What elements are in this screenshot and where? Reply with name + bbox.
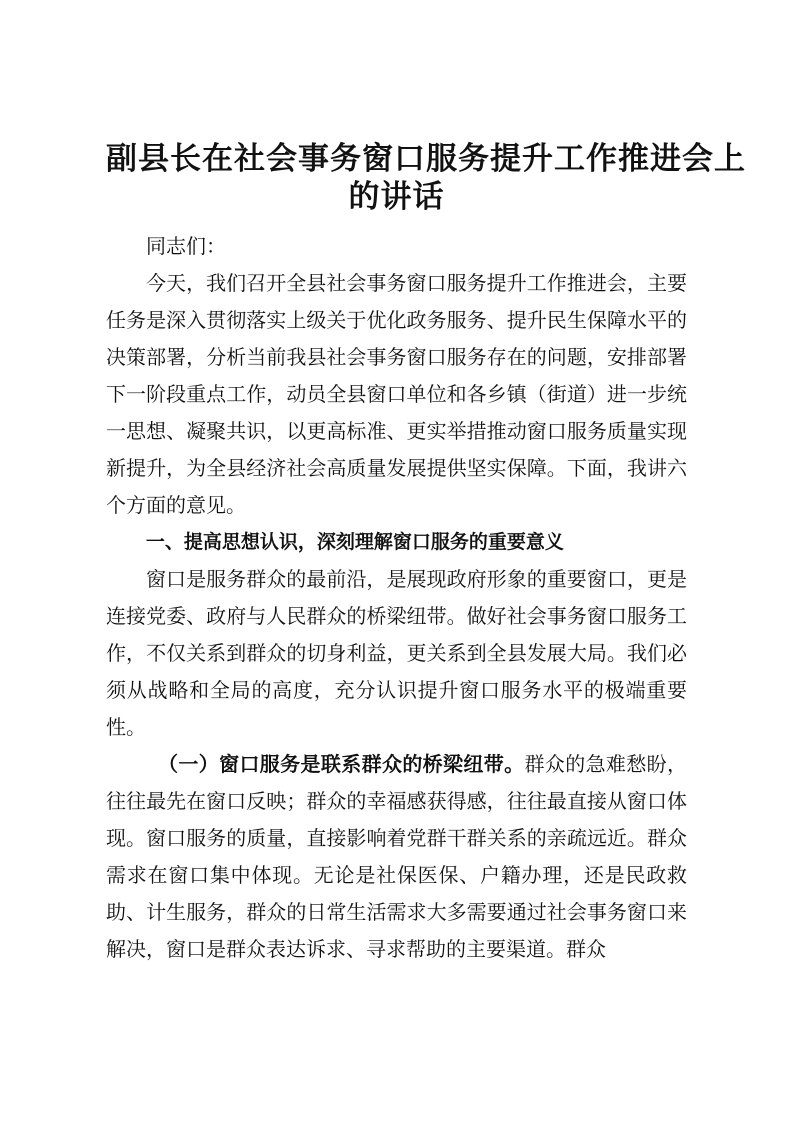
section-1-heading: 一、提高思想认识，深刻理解窗口服务的重要意义 [145, 531, 564, 553]
salutation: 同志们： [146, 234, 226, 258]
intro-paragraph: 今天，我们召开全县社会事务窗口服务提升工作推进会，主要任务是深入贯彻落实上级关于优化政务服务、提升民生保障水平的决策部署，分析当前我县社会事务窗口服务存在的问题，安排部署下一阶段重点工作，动员全县窗口单位和各乡镇（街道）进一步统一思想、凝聚共识，以更高标准、更实举措推动窗口服务质量实现新提升，为全县经济社会高质量发展提供坚实保障。下面，我讲六个方面的意见。 [106, 271, 687, 517]
document-title [106, 140, 746, 216]
subsection-1-heading: （一）窗口服务是联系群众的桥梁纽带。 [158, 752, 525, 776]
title-line-2: 的讲话 [348, 179, 445, 215]
title-line-1: 副县长在社会事务窗口服务提升工作推进会上 [106, 141, 746, 177]
subsection-1-paragraph [106, 746, 687, 968]
section-1-paragraph: 窗口是服务群众的最前沿，是展现政府形象的重要窗口，更是连接党委、政府与人民群众的桥梁纽带。做好社会事务窗口服务工作，不仅关系到群众的切身利益，更关系到全县发展大局。我们必须从战略和全局的高度，充分认识提升窗口服务水平的极端重要性。 [106, 567, 687, 739]
subsection-1-text: 群众的急难愁盼，往往最先在窗口反映；群众的幸福感获得感，往往最直接从窗口体现。窗口服务的质量，直接影响着党群干群关系的亲疏远近。群众需求在窗口集中体现。无论是社保医保、户籍办理，还是民政救助、计生服务，群众的日常生活需求大多需要通过社会事务窗口来解决，窗口是群众表达诉求、寻求帮助的主要渠道。群众 [106, 752, 688, 961]
